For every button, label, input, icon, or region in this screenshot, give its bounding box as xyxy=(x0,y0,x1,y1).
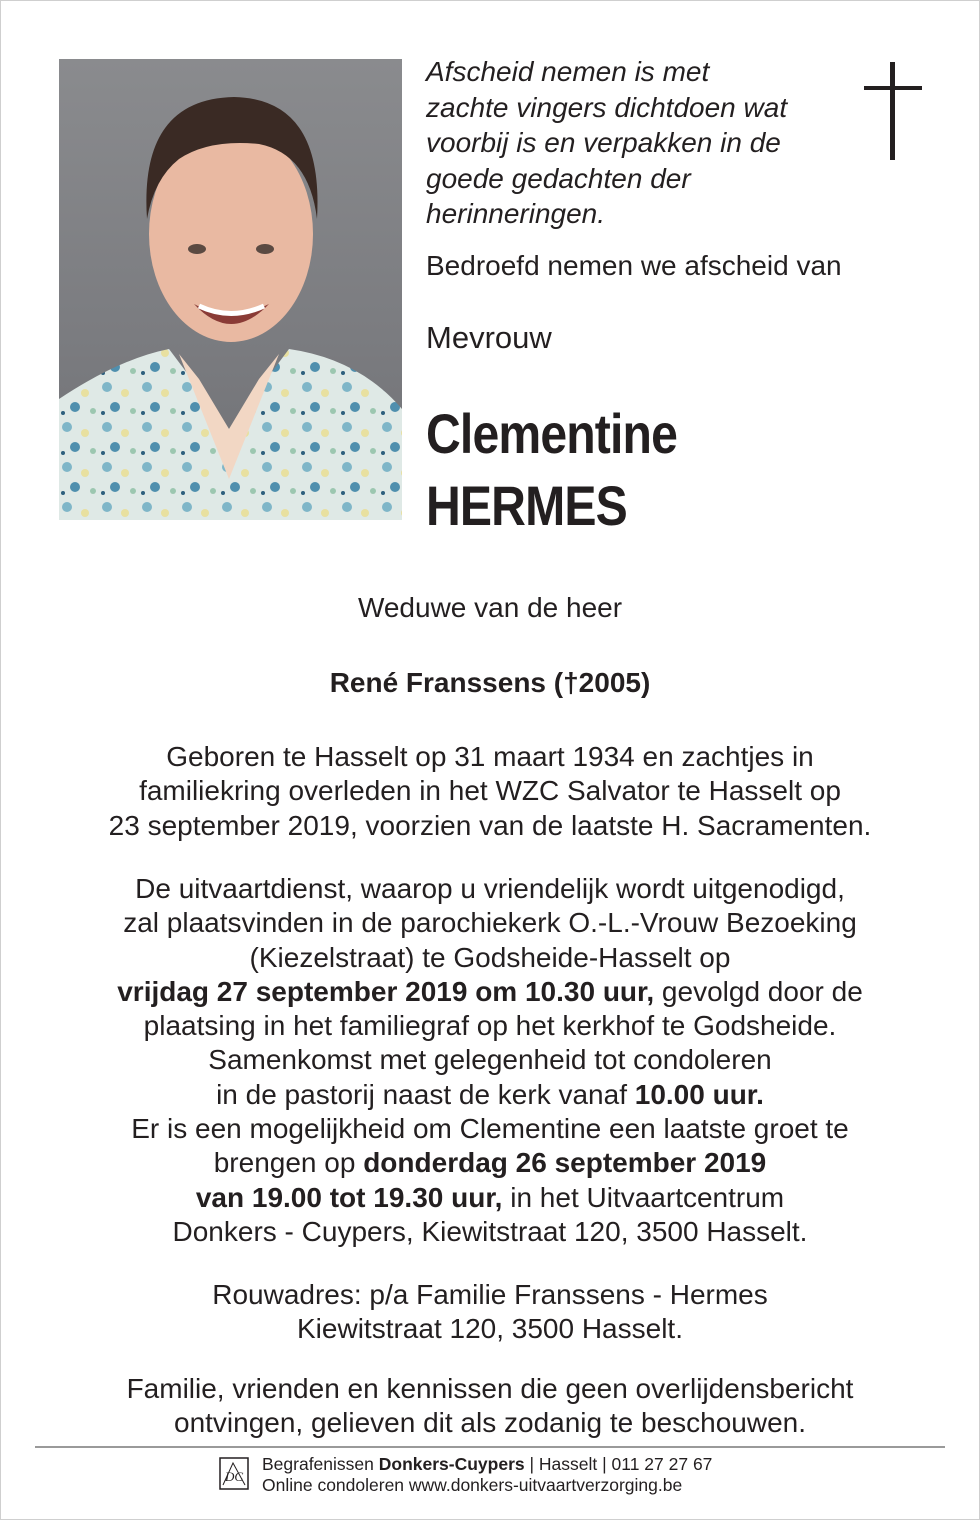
service-line xyxy=(0,1146,980,1180)
footer-divider xyxy=(35,1446,945,1448)
honorific: Mevrouw xyxy=(426,320,552,355)
condolence-time: 10.00 uur. xyxy=(634,1078,764,1110)
service-text: gevolgd door de xyxy=(654,975,863,1007)
last-name: HERMES xyxy=(426,474,627,537)
svg-text:DC: DC xyxy=(224,1469,244,1484)
service-text: brengen op xyxy=(213,1147,364,1179)
poem-line: voorbij is en verpakken in de xyxy=(426,127,781,158)
service-line xyxy=(0,1078,980,1112)
poem-line: herinneringen. xyxy=(426,198,606,229)
closing-line: Familie, vrienden en kennissen die geen overlijdensbericht xyxy=(126,1373,854,1404)
closing-paragraph xyxy=(0,1372,980,1441)
intro-text: Bedroefd nemen we afscheid van xyxy=(426,250,842,281)
husband-name xyxy=(0,666,980,700)
footer-text: Begrafenissen xyxy=(262,1454,379,1474)
footer xyxy=(262,1454,712,1496)
address-line: Kiewitstraat 120, 3500 Hasselt. xyxy=(297,1313,683,1345)
visitation-time: van 19.00 tot 19.30 uur, xyxy=(195,1181,503,1213)
service-line: Er is een mogelijkheid om Clementine een laatste groet te xyxy=(131,1113,849,1145)
birth-line: familiekring overleden in het WZC Salvator te Hasselt op xyxy=(139,775,841,807)
poem-line: Afscheid nemen is met xyxy=(426,56,710,87)
footer-line-2: Online condoleren www.donkers-uitvaartverzorging.be xyxy=(262,1475,683,1495)
poem-line: zachte vingers dichtdoen wat xyxy=(426,91,788,123)
closing-line: ontvingen, gelieven dit als zodanig te beschouwen. xyxy=(174,1407,806,1439)
service-line: Samenkomst met gelegenheid tot condoleren xyxy=(208,1044,772,1076)
mourning-address xyxy=(0,1278,980,1347)
service-date: vrijdag 27 september 2019 om 10.30 uur, xyxy=(117,975,655,1007)
service-line: (Kiezelstraat) te Godsheide-Hasselt op xyxy=(249,941,731,973)
footer-contact: | Hasselt | 011 27 27 67 xyxy=(524,1454,713,1474)
cross-icon xyxy=(864,62,922,160)
widow-text: Weduwe van de heer xyxy=(357,592,623,623)
service-line: zal plaatsvinden in de parochiekerk O.-L.-Vrouw Bezoeking xyxy=(123,907,857,939)
address-line: Rouwadres: p/a Familie Franssens - Hermes xyxy=(212,1279,768,1310)
deceased-name xyxy=(426,398,677,542)
husband-text: René Franssens (†2005) xyxy=(329,667,651,698)
service-line xyxy=(0,975,980,1009)
service-text: in de pastorij naast de kerk vanaf xyxy=(216,1078,635,1110)
funeral-home-logo xyxy=(219,1457,249,1490)
widow-line xyxy=(0,591,980,625)
service-paragraph xyxy=(0,872,980,1249)
footer-line-1 xyxy=(262,1454,712,1475)
birth-line: Geboren te Hasselt op 31 maart 1934 en zachtjes in xyxy=(166,741,814,772)
service-line: De uitvaartdienst, waarop u vriendelijk wordt uitgenodigd, xyxy=(135,873,845,904)
service-line xyxy=(0,1181,980,1215)
company-name: Donkers-Cuypers xyxy=(378,1454,525,1474)
poem-line: goede gedachten der xyxy=(426,162,691,194)
birth-paragraph xyxy=(0,740,980,843)
service-line: plaatsing in het familiegraf op het kerkhof te Godsheide. xyxy=(143,1010,837,1042)
birth-line: 23 september 2019, voorzien van de laatste H. Sacramenten. xyxy=(108,809,872,841)
service-line: Donkers - Cuypers, Kiewitstraat 120, 3500 Hasselt. xyxy=(172,1215,808,1247)
service-text: in het Uitvaartcentrum xyxy=(502,1181,785,1213)
visitation-date: donderdag 26 september 2019 xyxy=(363,1147,767,1179)
first-name: Clementine xyxy=(426,402,677,465)
poem xyxy=(426,54,846,232)
portrait-photo xyxy=(59,59,402,520)
